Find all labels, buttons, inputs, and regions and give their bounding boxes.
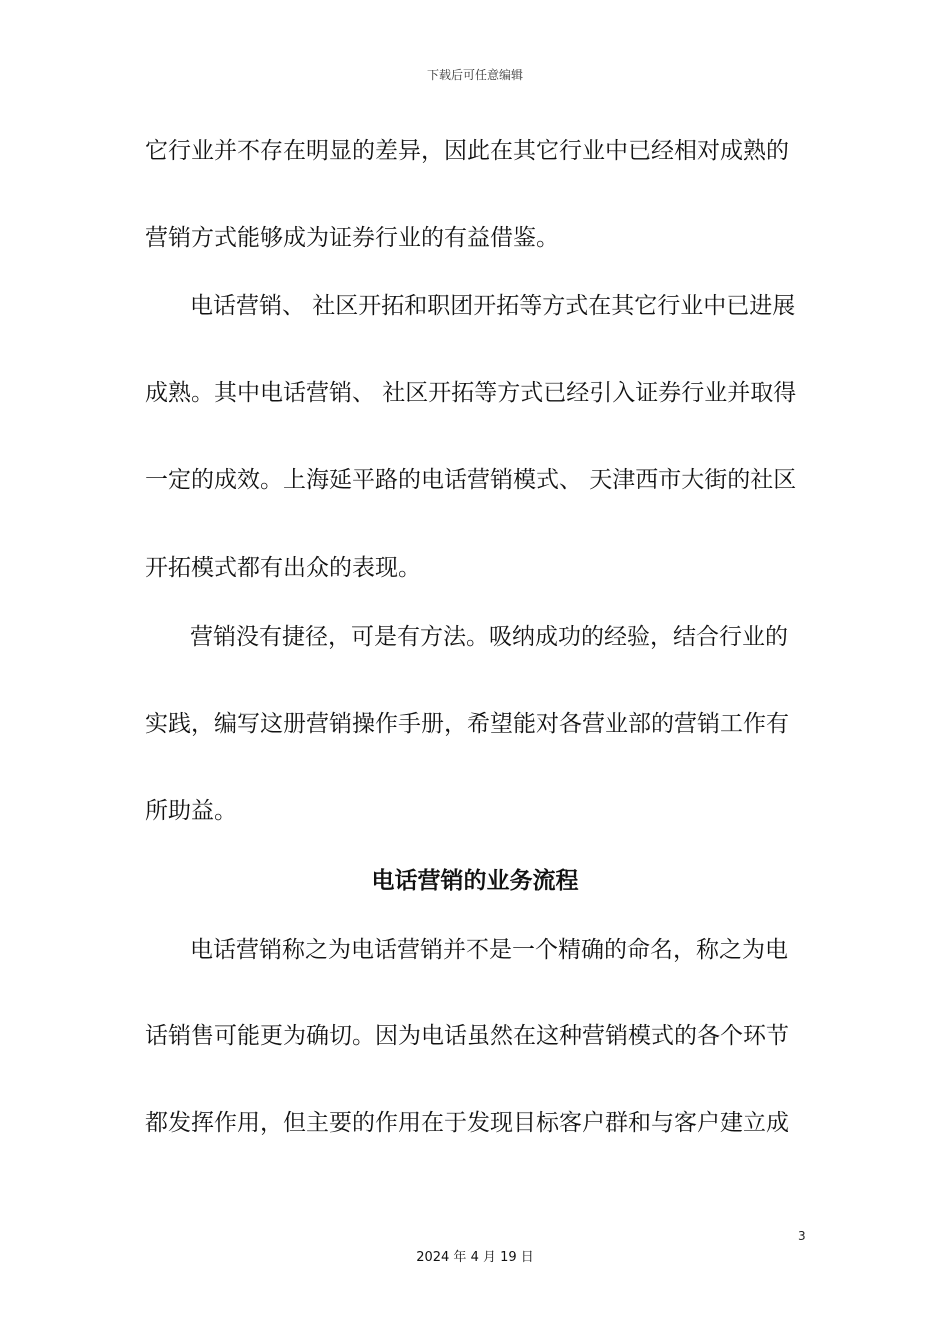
section-heading: 电话营销的业务流程 bbox=[371, 868, 579, 894]
paragraph-line: 一定的成效。上海延平路的电话营销模式、 天津西市大街的社区 bbox=[145, 467, 797, 493]
paragraph-line: 营销没有捷径，可是有方法。吸纳成功的经验，结合行业的 bbox=[190, 624, 788, 650]
paragraph-line: 电话营销称之为电话营销并不是一个精确的命名，称之为电 bbox=[190, 937, 788, 963]
paragraph-line: 电话营销、 社区开拓和职团开拓等方式在其它行业中已进展 bbox=[190, 293, 796, 319]
paragraph-line: 它行业并不存在明显的差异，因此在其它行业中已经相对成熟的 bbox=[145, 138, 789, 164]
paragraph-line: 营销方式能够成为证券行业的有益借鉴。 bbox=[145, 225, 559, 251]
paragraph-line: 成熟。其中电话营销、 社区开拓等方式已经引入证券行业并取得 bbox=[145, 380, 797, 406]
footer-date: 2024 年 4 月 19 日 bbox=[416, 1250, 534, 1265]
paragraph-line: 开拓模式都有出众的表现。 bbox=[145, 555, 421, 581]
page-header-note: 下载后可任意编辑 bbox=[426, 68, 523, 82]
page-number: 3 bbox=[798, 1229, 806, 1243]
paragraph-line: 实践，编写这册营销操作手册，希望能对各营业部的营销工作有 bbox=[145, 711, 789, 737]
paragraph-line: 话销售可能更为确切。因为电话虽然在这种营销模式的各个环节 bbox=[145, 1023, 789, 1049]
paragraph-line: 所助益。 bbox=[145, 798, 237, 824]
paragraph-line: 都发挥作用，但主要的作用在于发现目标客户群和与客户建立成 bbox=[145, 1110, 789, 1136]
